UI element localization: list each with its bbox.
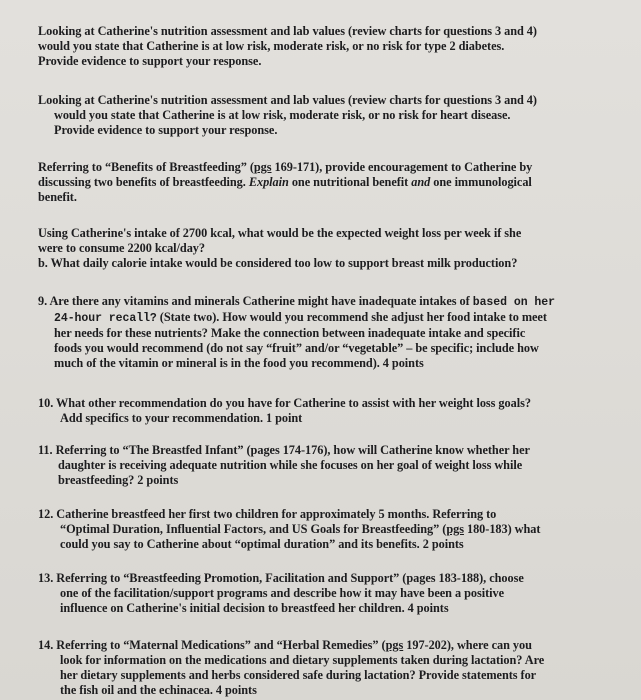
q14-line4: the fish oil and the echinacea. 4 points bbox=[60, 683, 257, 697]
q14-line2: look for information on the medications and dietary supplements taken during lactation? Are bbox=[60, 653, 545, 667]
q-bf-explain: Explain bbox=[248, 175, 289, 189]
q9-part1: 9. Are there any vitamins and minerals Catherine might have inadequate intakes of bbox=[38, 294, 473, 308]
q-bf-line2b: one nutritional benefit bbox=[288, 175, 412, 189]
q-diabetes-line3: Provide evidence to support your response. bbox=[38, 54, 262, 68]
question-heart-risk bbox=[38, 93, 627, 138]
q13-line3: influence on Catherine's initial decision to breastfeed her children. 4 points bbox=[60, 601, 449, 615]
q9-line5: much of the vitamin or mineral is in the food you recommend). 4 points bbox=[54, 356, 424, 370]
q9-line3: her needs for these nutrients? Make the connection between inadequate intake and specific bbox=[54, 326, 526, 340]
q14-pgs: pgs bbox=[385, 638, 404, 652]
q-intake-line3: b. What daily calorie intake would be considered too low to support breast milk production? bbox=[38, 256, 518, 270]
q-intake-line2: were to consume 2200 kcal/day? bbox=[38, 241, 206, 255]
question-9 bbox=[38, 294, 627, 371]
q12-line2a: “Optimal Duration, Influential Factors, and US Goals for Breastfeeding” ( bbox=[60, 522, 447, 536]
q11-line2: daughter is receiving adequate nutrition while she focuses on her goal of weight loss while bbox=[58, 458, 523, 472]
q14-line1b: 197-202), where can you bbox=[403, 638, 532, 652]
q-bf-line3: benefit. bbox=[38, 190, 77, 204]
q9-part2: (State two). How would you recommend she adjust her food intake to meet bbox=[156, 310, 547, 324]
q12-line3: could you say to Catherine about “optimal duration” and its benefits. 2 points bbox=[60, 537, 464, 551]
q-bf-line2a: discussing two benefits of breastfeeding. bbox=[38, 175, 249, 189]
question-14 bbox=[38, 638, 627, 698]
q12-line2b: 180-183) what bbox=[463, 522, 541, 536]
question-11 bbox=[38, 443, 627, 488]
q14-line1a: 14. Referring to “Maternal Medications” and “Herbal Remedies” ( bbox=[38, 638, 386, 652]
question-12 bbox=[38, 507, 627, 552]
q-intake-line1: Using Catherine's intake of 2700 kcal, what would be the expected weight loss per week if she bbox=[38, 226, 522, 240]
q14-line3: her dietary supplements and herbs considered safe during lactation? Provide statements for bbox=[60, 668, 537, 682]
q9-line4: foods you would recommend (do not say “fruit” and/or “vegetable” – be specific; include how bbox=[54, 341, 539, 355]
q9-bold1: based on her bbox=[472, 296, 555, 309]
q-heart-line3: Provide evidence to support your response. bbox=[54, 123, 278, 137]
q12-pgs: pgs bbox=[446, 522, 464, 536]
question-diabetes-risk bbox=[38, 24, 627, 69]
q-bf-line2c: one immunological bbox=[430, 175, 532, 189]
question-10 bbox=[38, 396, 627, 426]
q10-line2: Add specifics to your recommendation. 1 point bbox=[60, 411, 303, 425]
q-bf-part2: 169-171), provide encouragement to Catherine by bbox=[271, 160, 533, 174]
q10-line1: 10. What other recommendation do you have for Catherine to assist with her weight loss goals? bbox=[38, 396, 531, 410]
q-heart-line2: would you state that Catherine is at low risk, moderate risk, or no risk for heart disease. bbox=[54, 108, 511, 122]
q13-line2: one of the facilitation/support programs and describe how it may have been a positive bbox=[60, 586, 505, 600]
q11-line1: 11. Referring to “The Breastfed Infant” (pages 174-176), how will Catherine know whether her bbox=[38, 443, 530, 457]
q-heart-line1: Looking at Catherine's nutrition assessment and lab values (review charts for questions 3 and 4) bbox=[38, 93, 537, 107]
question-calorie-intake bbox=[38, 226, 627, 271]
question-breastfeeding-benefits bbox=[38, 160, 627, 205]
q11-line3: breastfeeding? 2 points bbox=[58, 473, 179, 487]
q-bf-part1: Referring to “Benefits of Breastfeeding” ( bbox=[38, 160, 254, 174]
q-bf-and: and bbox=[411, 175, 431, 189]
q13-line1: 13. Referring to “Breastfeeding Promotion, Facilitation and Support” (pages 183-188), choose bbox=[38, 571, 524, 585]
q-diabetes-line1: Looking at Catherine's nutrition assessment and lab values (review charts for questions 3 and 4) bbox=[38, 24, 537, 38]
question-13 bbox=[38, 571, 627, 616]
q12-line1: 12. Catherine breastfeed her first two children for approximately 5 months. Referring to bbox=[38, 507, 497, 521]
q-diabetes-line2: would you state that Catherine is at low risk, moderate risk, or no risk for type 2 diabetes. bbox=[38, 39, 505, 53]
q9-bold2: 24-hour recall? bbox=[54, 312, 157, 325]
q-bf-pgs: pgs bbox=[253, 160, 272, 174]
